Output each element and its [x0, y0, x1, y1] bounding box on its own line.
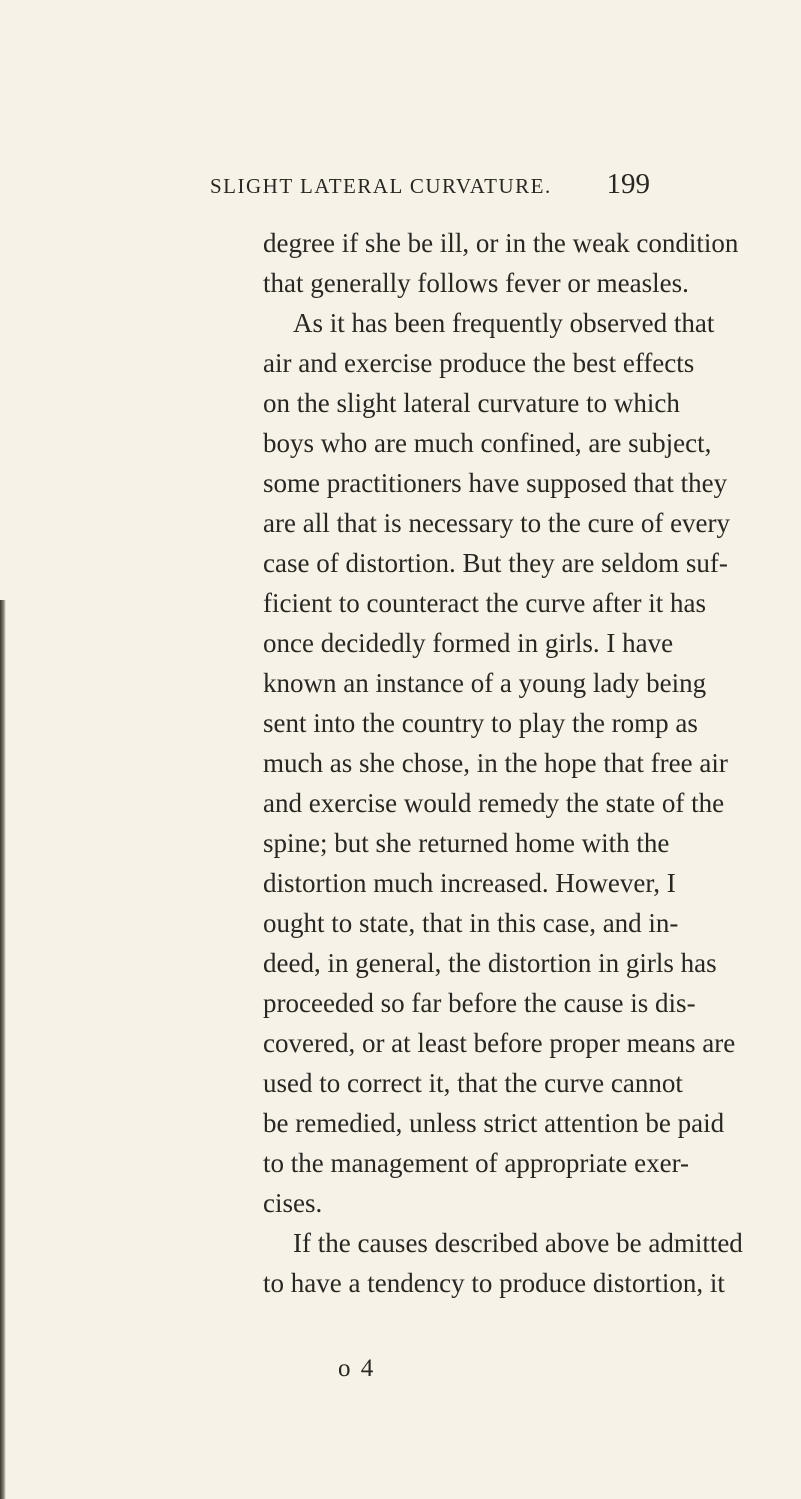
- text-line: sent into the country to play the romp as: [263, 708, 698, 738]
- text-line: and exercise would remedy the state of the: [263, 788, 725, 818]
- text-line: covered, or at least before proper means are: [263, 1028, 736, 1058]
- text-line: to have a tendency to produce distortion, it: [263, 1268, 725, 1298]
- text-line: If the causes described above be admitted: [293, 1228, 743, 1258]
- text-line: known an instance of a young lady being: [263, 668, 707, 698]
- text-line: some practitioners have supposed that they: [263, 468, 728, 498]
- text-line: deed, in general, the distortion in girls has: [263, 948, 717, 978]
- text-line: spine; but she returned home with the: [263, 828, 670, 858]
- text-line: are all that is necessary to the cure of every: [263, 508, 731, 538]
- text-line: As it has been frequently observed that: [293, 308, 715, 338]
- text-line: case of distortion. But they are seldom suf-: [263, 548, 728, 578]
- header-title: SLIGHT LATERAL CURVATURE.: [210, 174, 552, 198]
- page-edge-shadow: [0, 600, 6, 1499]
- text-line: ought to state, that in this case, and in-: [263, 908, 679, 938]
- page-number: 199: [606, 168, 650, 200]
- text-line: once decidedly formed in girls. I have: [263, 628, 674, 658]
- text-line: proceeded so far before the cause is dis-: [263, 988, 696, 1018]
- text-line: degree if she be ill, or in the weak condition: [263, 228, 739, 258]
- running-head: [210, 168, 650, 200]
- text-line: ficient to counteract the curve after it has: [263, 588, 707, 618]
- text-line: on the slight lateral curvature to which: [263, 388, 680, 418]
- text-line: be remedied, unless strict attention be paid: [263, 1108, 725, 1138]
- text-line: much as she chose, in the hope that free air: [263, 748, 728, 778]
- text-line: distortion much increased. However, I: [263, 868, 676, 898]
- text-line: cises.: [263, 1188, 323, 1218]
- signature-mark: o 4: [338, 1355, 376, 1382]
- text-line: air and exercise produce the best effects: [263, 348, 695, 378]
- text-line: boys who are much confined, are subject,: [263, 428, 712, 458]
- text-line: to the management of appropriate exer-: [263, 1148, 690, 1178]
- text-line: that generally follows fever or measles.: [263, 268, 689, 298]
- text-line: used to correct it, that the curve cannot: [263, 1068, 683, 1098]
